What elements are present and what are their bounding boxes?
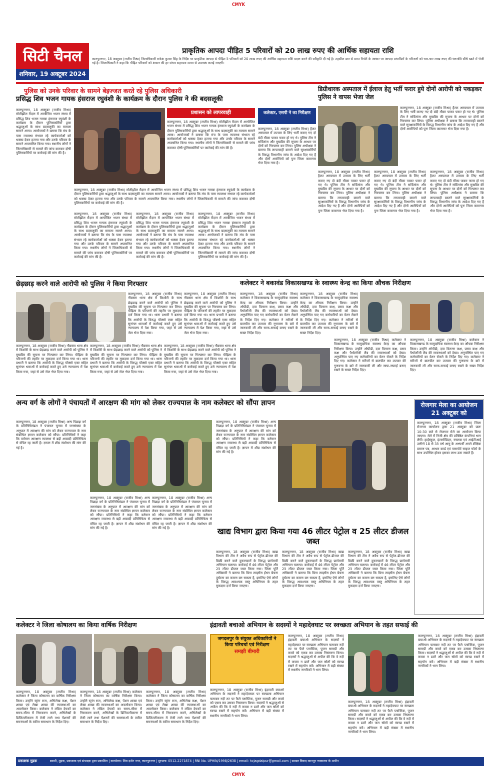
lead-headline: प्राकृतिक आपदा पीड़ित 5 परिवारों को 20 लाख रुपए की आर्थिक सहायता राशि — [182, 46, 394, 55]
masthead-rule — [16, 82, 484, 84]
arrest-body-col4: कानपुरनगर, 18 अक्टूबर (राजीव मिश्रा) नौबस्ता थाना क्षेत्र में किशोरी के साथ छेड़छाड़ करने वाले आरोपी को पुलिस ने मुखबिर की सूचना पर गिरफ्तार कर लिया। पीड़िता के परिजनों की तहरीर पर मुकदमा दर्ज किया गया था। थाना प्रभारी ने बताया कि आरोपी के विरुद्ध पॉक्सो एक्ट सहित सुसंगत धाराओं में कार्रवाई करते हुए उसे न्यायालय में पेश किया गया, जहां से उसे जेल भेज दिया गया। — [90, 344, 162, 374]
koylab-body-col3: कानपुरनगर, 18 अक्टूबर (राजीव मिश्रा) कलेक्टर ने जिला कोषालय का वार्षिक निरीक्षण किया। उन्होंने स्ट्रांग रूम, अभिलेख कक्ष, पेंशन शाखा एवं लेखा शाखा की व्यवस्थाओं का अवलोकन किया। कलेक्टर ने लंबित देयकों का समय-सीमा में निराकरण करने, अभिलेखों के डिजिटलीकरण में तेजी लाने तथा पेंशनरों की समस्याओं के त्वरित समाधान के निर्देश दिए। — [146, 690, 206, 725]
hospital-body-col3: कानपुरनगर, 18 अक्टूबर (राजीव मिश्रा) हैलट अस्पताल में उपचार के लिए भर्ती कराए गए दो बंदी मौका पाकर फरार हो गए थे। पुलिस टीम ने सर्विलांस और मुखबिर की सूचना के आधार पर दोनों को गिरफ्तार कर लिया। पुलिस अधीक्षक ने बताया कि लापरवाही बरतने वाले सुरक्षाकर्मियों के विरुद्ध विभागीय जांच के आदेश दिए गए हैं और दोनों आरोपियों को पुनः जिला कारागार भेज दिया गया है। — [374, 170, 426, 213]
masthead-title: सिटी चैनल — [23, 47, 82, 65]
cleanliness-body-col3: कानपुरनगर, 18 अक्टूबर (राजीव मिश्रा) इंद्रावती बचाओ अभियान के सदस्यों ने महादेवघाट पर स्वच्छता अभियान चलाकर नदी तट पर फैले प्लास्टिक, पूजन सामग्री और कचरे को एकत्र कर उसका निस्तारण किया। सदस्यों ने श्रद्धालुओं से अपील की कि वे नदी में कचरा न डालें और जल स्रोतों को स्वच्छ रखने में सहयोग करें। अभियान में बड़ी संख्या में स्थानीय नागरिकों ने भाग लिया। — [348, 700, 414, 735]
cmyk-mark-bottom: CMYK — [232, 772, 245, 777]
section-rule-3 — [16, 618, 484, 619]
cleanliness-inset-sub: समझी बीमारी — [234, 648, 260, 655]
hangama-photo — [74, 108, 165, 184]
cleanliness-body-col4: कानपुरनगर, 18 अक्टूबर (राजीव मिश्रा) इंद्रावती बचाओ अभियान के सदस्यों ने महादेवघाट पर स्वच्छता अभियान चलाकर नदी तट पर फैले प्लास्टिक, पूजन सामग्री और कचरे को एकत्र कर उसका निस्तारण किया। सदस्यों ने श्रद्धालुओं से अपील की कि वे नदी में कचरा न डालें और जल स्रोतों को स्वच्छ रखने में सहयोग करें। अभियान में बड़ी संख्या में स्थानीय नागरिकों ने भाग लिया। — [418, 634, 484, 669]
hospital-body-col2: कानपुरनगर, 18 अक्टूबर (राजीव मिश्रा) हैलट अस्पताल में उपचार के लिए भर्ती कराए गए दो बंदी मौका पाकर फरार हो गए थे। पुलिस टीम ने सर्विलांस और मुखबिर की सूचना के आधार पर दोनों को गिरफ्तार कर लिया। पुलिस अधीक्षक ने बताया कि लापरवाही बरतने वाले सुरक्षाकर्मियों के विरुद्ध विभागीय जांच के आदेश दिए गए हैं और दोनों आरोपियों को पुनः जिला कारागार भेज दिया गया है। — [318, 170, 370, 213]
footer-text: स्वामी, मुद्रक, प्रकाशक एवं संपादक द्वारा प्रकाशित | कार्यालय: शिव दर्शन नगर, कानपुरनगर | दूरभाष: 0512-2271874 | RNI No. UPHIN/1998/2638 | email: hcjagdalpur@gmail.com | समस्त विवाद कानपुर न्यायालय के अधीन — [50, 759, 339, 763]
hangama-photo-caption: प्रशासन को लापरवाही — [167, 108, 255, 118]
fuel-headline: खाद्य विभाग द्वारा किया गया 46 लीटर पेट्रोल व 25 लीटर डीजल जब्त — [217, 527, 409, 546]
health-body-col2: कानपुरनगर, 18 अक्टूबर (राजीव मिश्रा) कलेक्टर ने विकासखण्ड के सामुदायिक स्वास्थ्य केन्द्र का औचक निरीक्षण किया। उन्होंने ओपीडी, दवा वितरण कक्ष, प्रसव कक्ष और पैथोलॉजी लैब की व्यवस्थाओं को देखा। अनुपस्थित पाए गए कर्मचारियों का वेतन रोकने के निर्देश दिए गए। कलेक्टर ने मरीजों से बातचीत कर उपचार की गुणवत्ता के बारे में जानकारी ली और साफ-सफाई बनाए रखने के सख्त निर्देश दिए। — [300, 292, 358, 335]
fuel-body-col2: कानपुरनगर, 18 अक्टूबर (राजीव मिश्रा) खाद्य विभाग की टीम ने अवैध रूप से पेट्रोल-डीजल की बिक्री करने वाले दुकानदारों के विरुद्ध छापेमारी अभियान चलाया। कार्रवाई में 46 लीटर पेट्रोल और 25 लीटर डीजल जब्त किया गया। जिला पूर्ति अधिकारी ने बताया कि बिना लाइसेंस ईंधन बेचना दुर्घटना का कारण बन सकता है, इसलिए ऐसे लोगों के विरुद्ध आवश्यक वस्तु अधिनियम के तहत मुकदमा दर्ज किया जाएगा। — [282, 550, 344, 589]
ots-body-col2: कानपुरनगर, 18 अक्टूबर (राजीव मिश्रा) अन्य पिछड़ा वर्ग के प्रतिनिधिमंडल ने पंचायत चुनाव में जनसंख्या के अनुपात में आरक्षण की मांग को लेकर राज्यपाल के नाम संबोधित ज्ञापन कलेक्टर को सौंपा। प्रतिनिधियों ने कहा कि वर्तमान आरक्षण व्यवस्था से बड़ी आबादी प्रतिनिधित्व से वंचित रह जाती है। ज्ञापन में शीघ्र संशोधन की मांग की गई है। — [90, 496, 150, 531]
arrest-body-col1: कानपुरनगर, 18 अक्टूबर (राजीव मिश्रा) नौबस्ता थाना क्षेत्र में किशोरी के साथ छेड़छाड़ करने वाले आरोपी को पुलिस ने मुखबिर की सूचना पर गिरफ्तार कर लिया। पीड़िता के परिजनों की तहरीर पर मुकदमा दर्ज किया गया था। थाना प्रभारी ने बताया कि आरोपी के विरुद्ध पॉक्सो एक्ट सहित सुसंगत धाराओं में कार्रवाई करते हुए उसे न्यायालय में पेश किया गया, जहां से उसे जेल भेज दिया गया। — [128, 292, 182, 335]
health-body-col1: कानपुरनगर, 18 अक्टूबर (राजीव मिश्रा) कलेक्टर ने विकासखण्ड के सामुदायिक स्वास्थ्य केन्द्र का औचक निरीक्षण किया। उन्होंने ओपीडी, दवा वितरण कक्ष, प्रसव कक्ष और पैथोलॉजी लैब की व्यवस्थाओं को देखा। अनुपस्थित पाए गए कर्मचारियों का वेतन रोकने के निर्देश दिए गए। कलेक्टर ने मरीजों से बातचीत कर उपचार की गुणवत्ता के बारे में जानकारी ली और साफ-सफाई बनाए रखने के सख्त निर्देश दिए। — [240, 292, 298, 335]
hangama-body-col1: कानपुरनगर, 18 अक्टूबर (राजीव मिश्रा) मोतीझील मैदान में आयोजित भजन संध्या में प्रसिद्ध शिव भजन गायक हंसराज रघुवंशी के कार्यक्रम के दौरान पुलिसकर्मियों द्वारा श्रद्धालुओं के साथ बदसलूकी का मामला सामने आया। आयोजकों ने बताया कि मंच के पास व्यवस्था संभाल रहे कार्यकर्ताओं को धक्का देकर हटाया गया और उनके परिवार के सामने अपमानित किया गया। स्थानीय लोगों ने जिलाधिकारी से मामले की जांच कराकर दोषी पुलिसकर्मियों पर कार्रवाई की मांग की है। — [16, 108, 71, 155]
fuel-body-col3: कानपुरनगर, 18 अक्टूबर (राजीव मिश्रा) खाद्य विभाग की टीम ने अवैध रूप से पेट्रोल-डीजल की बिक्री करने वाले दुकानदारों के विरुद्ध छापेमारी अभियान चलाया। कार्रवाई में 46 लीटर पेट्रोल और 25 लीटर डीजल जब्त किया गया। जिला पूर्ति अधिकारी ने बताया कि बिना लाइसेंस ईंधन बेचना दुर्घटना का कारण बन सकता है, इसलिए ऐसे लोगों के विरुद्ध आवश्यक वस्तु अधिनियम के तहत मुकदमा दर्ज किया जाएगा। — [348, 550, 410, 589]
fuel-body-col1: कानपुरनगर, 18 अक्टूबर (राजीव मिश्रा) खाद्य विभाग की टीम ने अवैध रूप से पेट्रोल-डीजल की बिक्री करने वाले दुकानदारों के विरुद्ध छापेमारी अभियान चलाया। कार्रवाई में 46 लीटर पेट्रोल और 25 लीटर डीजल जब्त किया गया। जिला पूर्ति अधिकारी ने बताया कि बिना लाइसेंस ईंधन बेचना दुर्घटना का कारण बन सकता है, इसलिए ऐसे लोगों के विरुद्ध आवश्यक वस्तु अधिनियम के तहत मुकदमा दर्ज किया जाएगा। — [216, 550, 278, 589]
cleanliness-headline: इंद्रावती बचाओ अभियान के सदस्यों ने महादेवघाट पर स्वच्छता अभियान के तहत सफाई की — [210, 622, 418, 629]
ots-body-col3: कानपुरनगर, 18 अक्टूबर (राजीव मिश्रा) अन्य पिछड़ा वर्ग के प्रतिनिधिमंडल ने पंचायत चुनाव में जनसंख्या के अनुपात में आरक्षण की मांग को लेकर राज्यपाल के नाम संबोधित ज्ञापन कलेक्टर को सौंपा। प्रतिनिधियों ने कहा कि वर्तमान आरक्षण व्यवस्था से बड़ी आबादी प्रतिनिधित्व से वंचित रह जाती है। ज्ञापन में शीघ्र संशोधन की मांग की गई है। — [152, 496, 212, 531]
hangama-body-col4: कानपुरनगर, 18 अक्टूबर (राजीव मिश्रा) मोतीझील मैदान में आयोजित भजन संध्या में प्रसिद्ध शिव भजन गायक हंसराज रघुवंशी के कार्यक्रम के दौरान पुलिसकर्मियों द्वारा श्रद्धालुओं के साथ बदसलूकी का मामला सामने आया। आयोजकों ने बताया कि मंच के पास व्यवस्था संभाल रहे कार्यकर्ताओं को धक्का देकर हटाया गया और उनके परिवार के सामने अपमानित किया गया। स्थानीय लोगों ने जिलाधिकारी से मामले की जांच कराकर दोषी पुलिसकर्मियों पर कार्रवाई की मांग की है। — [74, 212, 132, 259]
koylab-body-col1: कानपुरनगर, 18 अक्टूबर (राजीव मिश्रा) कलेक्टर ने जिला कोषालय का वार्षिक निरीक्षण किया। उन्होंने स्ट्रांग रूम, अभिलेख कक्ष, पेंशन शाखा एवं लेखा शाखा की व्यवस्थाओं का अवलोकन किया। कलेक्टर ने लंबित देयकों का समय-सीमा में निराकरण करने, अभिलेखों के डिजिटलीकरण में तेजी लाने तथा पेंशनरों की समस्याओं के त्वरित समाधान के निर्देश दिए। — [16, 690, 76, 725]
health-body-col4: कानपुरनगर, 18 अक्टूबर (राजीव मिश्रा) कलेक्टर ने विकासखण्ड के सामुदायिक स्वास्थ्य केन्द्र का औचक निरीक्षण किया। उन्होंने ओपीडी, दवा वितरण कक्ष, प्रसव कक्ष और पैथोलॉजी लैब की व्यवस्थाओं को देखा। अनुपस्थित पाए गए कर्मचारियों का वेतन रोकने के निर्देश दिए गए। कलेक्टर ने मरीजों से बातचीत कर उपचार की गुणवत्ता के बारे में जानकारी ली और साफ-सफाई बनाए रखने के सख्त निर्देश दिए। — [410, 338, 484, 373]
rozgar-box — [414, 399, 484, 615]
health-headline: कलेक्टर ने बकावंड विकासखण्ड के स्वास्थ्य केन्द्र का किया औचक निरीक्षण — [240, 280, 411, 287]
ots-body-col4: कानपुरनगर, 18 अक्टूबर (राजीव मिश्रा) अन्य पिछड़ा वर्ग के प्रतिनिधिमंडल ने पंचायत चुनाव में जनसंख्या के अनुपात में आरक्षण की मांग को लेकर राज्यपाल के नाम संबोधित ज्ञापन कलेक्टर को सौंपा। प्रतिनिधियों ने कहा कि वर्तमान आरक्षण व्यवस्था से बड़ी आबादी प्रतिनिधित्व से वंचित रह जाती है। ज्ञापन में शीघ्र संशोधन की मांग की गई है। — [216, 420, 276, 455]
cleanliness-inset — [210, 634, 284, 684]
rozgar-headline: रोजगार मेला का आयोजन 21 अक्टूबर को — [420, 402, 478, 417]
hospital-photo — [318, 106, 398, 166]
ots-photo — [90, 420, 212, 492]
ots-body-col1: कानपुरनगर, 18 अक्टूबर (राजीव मिश्रा) अन्य पिछड़ा वर्ग के प्रतिनिधिमंडल ने पंचायत चुनाव में जनसंख्या के अनुपात में आरक्षण की मांग को लेकर राज्यपाल के नाम संबोधित ज्ञापन कलेक्टर को सौंपा। प्रतिनिधियों ने कहा कि वर्तमान आरक्षण व्यवस्था से बड़ी आबादी प्रतिनिधित्व से वंचित रह जाती है। ज्ञापन में शीघ्र संशोधन की मांग की गई है। — [16, 420, 86, 450]
cmyk-mark-top: CMYK — [232, 2, 245, 7]
arrest-body-col5: कानपुरनगर, 18 अक्टूबर (राजीव मिश्रा) नौबस्ता थाना क्षेत्र में किशोरी के साथ छेड़छाड़ करने वाले आरोपी को पुलिस ने मुखबिर की सूचना पर गिरफ्तार कर लिया। पीड़िता के परिजनों की तहरीर पर मुकदमा दर्ज किया गया था। थाना प्रभारी ने बताया कि आरोपी के विरुद्ध पॉक्सो एक्ट सहित सुसंगत धाराओं में कार्रवाई करते हुए उसे न्यायालय में पेश किया गया, जहां से उसे जेल भेज दिया गया। — [164, 344, 236, 374]
rozgar-body: कानपुरनगर, 18 अक्टूबर (राजीव मिश्रा) जिला रोजगार कार्यालय द्वारा 21 अक्टूबर को प्रातः 10:30 बजे से रोजगार मेले का आयोजन किया जाएगा। मेले में निजी क्षेत्र की प्रतिष्ठित कंपनियां भाग लेंगी। हाईस्कूल, इंटरमीडिएट, स्नातक एवं आईटीआई उत्तीर्ण 18 से 35 वर्ष आयु के अभ्यर्थी अपने शैक्षिक प्रमाण पत्र, आधार कार्ड एवं पासपोर्ट साइज फोटो के साथ उपस्थित होकर इसका लाभ उठा सकते हैं। — [417, 421, 481, 456]
ots-headline: अन्य वर्ग के लोगों ने पंचायतों में आरक्षण की मांग को लेकर राज्यपाल के नाम कलेक्टर को सौंपा ज्ञापन — [16, 399, 275, 407]
hangama-kicker: पुलिस को उनके परिवार के सामने बेइज्जत करते रहे पुलिस अधिकारी — [24, 88, 182, 95]
arrest-body-col3: कानपुरनगर, 18 अक्टूबर (राजीव मिश्रा) नौबस्ता थाना क्षेत्र में किशोरी के साथ छेड़छाड़ करने वाले आरोपी को पुलिस ने मुखबिर की सूचना पर गिरफ्तार कर लिया। पीड़िता के परिजनों की तहरीर पर मुकदमा दर्ज किया गया था। थाना प्रभारी ने बताया कि आरोपी के विरुद्ध पॉक्सो एक्ट सहित सुसंगत धाराओं में कार्रवाई करते हुए उसे न्यायालय में पेश किया गया, जहां से उसे जेल भेज दिया गया। — [16, 344, 88, 374]
hangama-body-col5: कानपुरनगर, 18 अक्टूबर (राजीव मिश्रा) मोतीझील मैदान में आयोजित भजन संध्या में प्रसिद्ध शिव भजन गायक हंसराज रघुवंशी के कार्यक्रम के दौरान पुलिसकर्मियों द्वारा श्रद्धालुओं के साथ बदसलूकी का मामला सामने आया। आयोजकों ने बताया कि मंच के पास व्यवस्था संभाल रहे कार्यकर्ताओं को धक्का देकर हटाया गया और उनके परिवार के सामने अपमानित किया गया। स्थानीय लोगों ने जिलाधिकारी से मामले की जांच कराकर दोषी पुलिसकर्मियों पर कार्रवाई की मांग की है। — [136, 212, 194, 259]
masthead-date: शनिवार, 19 अक्टूबर 2024 — [16, 69, 89, 80]
cleanliness-body-col2: कानपुरनगर, 18 अक्टूबर (राजीव मिश्रा) इंद्रावती बचाओ अभियान के सदस्यों ने महादेवघाट पर स्वच्छता अभियान चलाकर नदी तट पर फैले प्लास्टिक, पूजन सामग्री और कचरे को एकत्र कर उसका निस्तारण किया। सदस्यों ने श्रद्धालुओं से अपील की कि वे नदी में कचरा न डालें और जल स्रोतों को स्वच्छ रखने में सहयोग करें। अभियान में बड़ी संख्या में स्थानीय नागरिकों ने भाग लिया। — [288, 634, 344, 673]
hospital-side-body: कानपुरनगर, 18 अक्टूबर (राजीव मिश्रा) हैलट अस्पताल में उपचार के लिए भर्ती कराए गए दो बंदी मौका पाकर फरार हो गए थे। पुलिस टीम ने सर्विलांस और मुखबिर की सूचना के आधार पर दोनों को गिरफ्तार कर लिया। पुलिस अधीक्षक ने बताया कि लापरवाही बरतने वाले सुरक्षाकर्मियों के विरुद्ध विभागीय जांच के आदेश दिए गए हैं और दोनों आरोपियों को पुनः जिला कारागार भेज दिया गया है। — [258, 127, 316, 166]
hangama-body-col2: कानपुरनगर, 18 अक्टूबर (राजीव मिश्रा) मोतीझील मैदान में आयोजित भजन संध्या में प्रसिद्ध शिव भजन गायक हंसराज रघुवंशी के कार्यक्रम के दौरान पुलिसकर्मियों द्वारा श्रद्धालुओं के साथ बदसलूकी का मामला सामने आया। आयोजकों ने बताया कि मंच के पास व्यवस्था संभाल रहे कार्यकर्ताओं को धक्का देकर हटाया गया और उनके परिवार के सामने अपमानित किया गया। स्थानीय लोगों ने जिलाधिकारी से मामले की जांच कराकर दोषी पुलिसकर्मियों पर कार्रवाई की मांग की है। — [167, 120, 255, 150]
koylab-photo-1 — [16, 634, 92, 686]
hospital-headline: डिग्रीधारक अस्पताल में ईलाज हेतु भर्ती फरार हुये दोनों आरोपी को पकड़कर पुलिस ने वापस भेजा जेल — [318, 86, 482, 102]
hangama-body-col3: कानपुरनगर, 18 अक्टूबर (राजीव मिश्रा) मोतीझील मैदान में आयोजित भजन संध्या में प्रसिद्ध शिव भजन गायक हंसराज रघुवंशी के कार्यक्रम के दौरान पुलिसकर्मियों द्वारा श्रद्धालुओं के साथ बदसलूकी का मामला सामने आया। आयोजकों ने बताया कि मंच के पास व्यवस्था संभाल रहे कार्यकर्ताओं को धक्का देकर हटाया गया और उनके परिवार के सामने अपमानित किया गया। स्थानीय लोगों ने जिलाधिकारी से मामले की जांच कराकर दोषी पुलिसकर्मियों पर कार्रवाई की मांग की है। — [74, 188, 255, 205]
health-photo-2 — [240, 348, 330, 392]
lead-body: कानपुरनगर, 18 अक्टूबर (राजीव मिश्रा) जिलाधिकारी राकेश कुमार सिंह के निर्देश पर प्राकृतिक आपदा से पीड़ित 5 परिवारों को 20 लाख रुपए की आर्थिक सहायता राशि प्रदान करने की स्वीकृति दी गई है। तहसील स्तर से प्राप्त रिपोर्ट के आधार पर आपदा प्रभावितों के परिजनों को चार-चार लाख रुपए की धनराशि सीधे खाते में भेजी गई है। जिलाधिकारी ने कहा कि पीड़ित परिवारों को शासन की हर संभव सहायता समय से उपलब्ध कराई जाएगी। — [92, 57, 484, 65]
rozgar-headline-box — [415, 400, 483, 419]
hospital-body-col4: कानपुरनगर, 18 अक्टूबर (राजीव मिश्रा) हैलट अस्पताल में उपचार के लिए भर्ती कराए गए दो बंदी मौका पाकर फरार हो गए थे। पुलिस टीम ने सर्विलांस और मुखबिर की सूचना के आधार पर दोनों को गिरफ्तार कर लिया। पुलिस अधीक्षक ने बताया कि लापरवाही बरतने वाले सुरक्षाकर्मियों के विरुद्ध विभागीय जांच के आदेश दिए गए हैं और दोनों आरोपियों को पुनः जिला कारागार भेज दिया गया है। — [430, 170, 484, 213]
cleanliness-inset-title: जगदलपुर के संयुक्त अधिकारियों ने किया परिचर्चा एवं निरीक्षण — [217, 637, 277, 648]
footer-bar — [16, 757, 484, 766]
fuel-photo — [278, 420, 408, 502]
footer-left: प्रकाशक मुद्रक — [18, 759, 38, 763]
hospital-caption-box: कलेक्टर, एसपी ने का निरीक्षण — [258, 108, 316, 124]
koylab-photo-2 — [94, 634, 206, 686]
health-photo-1 — [360, 292, 484, 334]
section-rule-2 — [16, 395, 484, 396]
hospital-body-col1: कानपुरनगर, 18 अक्टूबर (राजीव मिश्रा) हैलट अस्पताल में उपचार के लिए भर्ती कराए गए दो बंदी मौका पाकर फरार हो गए थे। पुलिस टीम ने सर्विलांस और मुखबिर की सूचना के आधार पर दोनों को गिरफ्तार कर लिया। पुलिस अधीक्षक ने बताया कि लापरवाही बरतने वाले सुरक्षाकर्मियों के विरुद्ध विभागीय जांच के आदेश दिए गए हैं और दोनों आरोपियों को पुनः जिला कारागार भेज दिया गया है। — [400, 106, 484, 132]
arrest-photo — [16, 292, 126, 342]
arrest-headline: छेड़छाड़ करने वाले आरोपी को पुलिस ने किया गिरफ्तार — [16, 280, 148, 288]
koylab-body-col2: कानपुरनगर, 18 अक्टूबर (राजीव मिश्रा) कलेक्टर ने जिला कोषालय का वार्षिक निरीक्षण किया। उन्होंने स्ट्रांग रूम, अभिलेख कक्ष, पेंशन शाखा एवं लेखा शाखा की व्यवस्थाओं का अवलोकन किया। कलेक्टर ने लंबित देयकों का समय-सीमा में निराकरण करने, अभिलेखों के डिजिटलीकरण में तेजी लाने तथा पेंशनरों की समस्याओं के त्वरित समाधान के निर्देश दिए। — [80, 690, 142, 725]
health-body-col3: कानपुरनगर, 18 अक्टूबर (राजीव मिश्रा) कलेक्टर ने विकासखण्ड के सामुदायिक स्वास्थ्य केन्द्र का औचक निरीक्षण किया। उन्होंने ओपीडी, दवा वितरण कक्ष, प्रसव कक्ष और पैथोलॉजी लैब की व्यवस्थाओं को देखा। अनुपस्थित पाए गए कर्मचारियों का वेतन रोकने के निर्देश दिए गए। कलेक्टर ने मरीजों से बातचीत कर उपचार की गुणवत्ता के बारे में जानकारी ली और साफ-सफाई बनाए रखने के सख्त निर्देश दिए। — [334, 338, 406, 373]
arrest-body-col2: कानपुरनगर, 18 अक्टूबर (राजीव मिश्रा) नौबस्ता थाना क्षेत्र में किशोरी के साथ छेड़छाड़ करने वाले आरोपी को पुलिस ने मुखबिर की सूचना पर गिरफ्तार कर लिया। पीड़िता के परिजनों की तहरीर पर मुकदमा दर्ज किया गया था। थाना प्रभारी ने बताया कि आरोपी के विरुद्ध पॉक्सो एक्ट सहित सुसंगत धाराओं में कार्रवाई करते हुए उसे न्यायालय में पेश किया गया, जहां से उसे जेल भेज दिया गया। — [184, 292, 236, 335]
masthead — [16, 43, 89, 80]
koylab-headline: कलेक्टर ने जिला कोषालय का किया वार्षिक निरीक्षण — [16, 622, 137, 629]
section-rule-1 — [16, 276, 484, 277]
cleanliness-body-col1: कानपुरनगर, 18 अक्टूबर (राजीव मिश्रा) इंद्रावती बचाओ अभियान के सदस्यों ने महादेवघाट पर स्वच्छता अभियान चलाकर नदी तट पर फैले प्लास्टिक, पूजन सामग्री और कचरे को एकत्र कर उसका निस्तारण किया। सदस्यों ने श्रद्धालुओं से अपील की कि वे नदी में कचरा न डालें और जल स्रोतों को स्वच्छ रखने में सहयोग करें। अभियान में बड़ी संख्या में स्थानीय नागरिकों ने भाग लिया। — [210, 688, 284, 718]
cleanliness-photo — [348, 634, 414, 696]
hangama-body-col6: कानपुरनगर, 18 अक्टूबर (राजीव मिश्रा) मोतीझील मैदान में आयोजित भजन संध्या में प्रसिद्ध शिव भजन गायक हंसराज रघुवंशी के कार्यक्रम के दौरान पुलिसकर्मियों द्वारा श्रद्धालुओं के साथ बदसलूकी का मामला सामने आया। आयोजकों ने बताया कि मंच के पास व्यवस्था संभाल रहे कार्यकर्ताओं को धक्का देकर हटाया गया और उनके परिवार के सामने अपमानित किया गया। स्थानीय लोगों ने जिलाधिकारी से मामले की जांच कराकर दोषी पुलिसकर्मियों पर कार्रवाई की मांग की है। — [198, 212, 255, 259]
hangama-headline: प्रसिद्ध शिव भजन गायक हंसराज रघुवंशी के कार्यक्रम के दौरान पुलिस ने की बदसलूकी — [16, 95, 223, 103]
